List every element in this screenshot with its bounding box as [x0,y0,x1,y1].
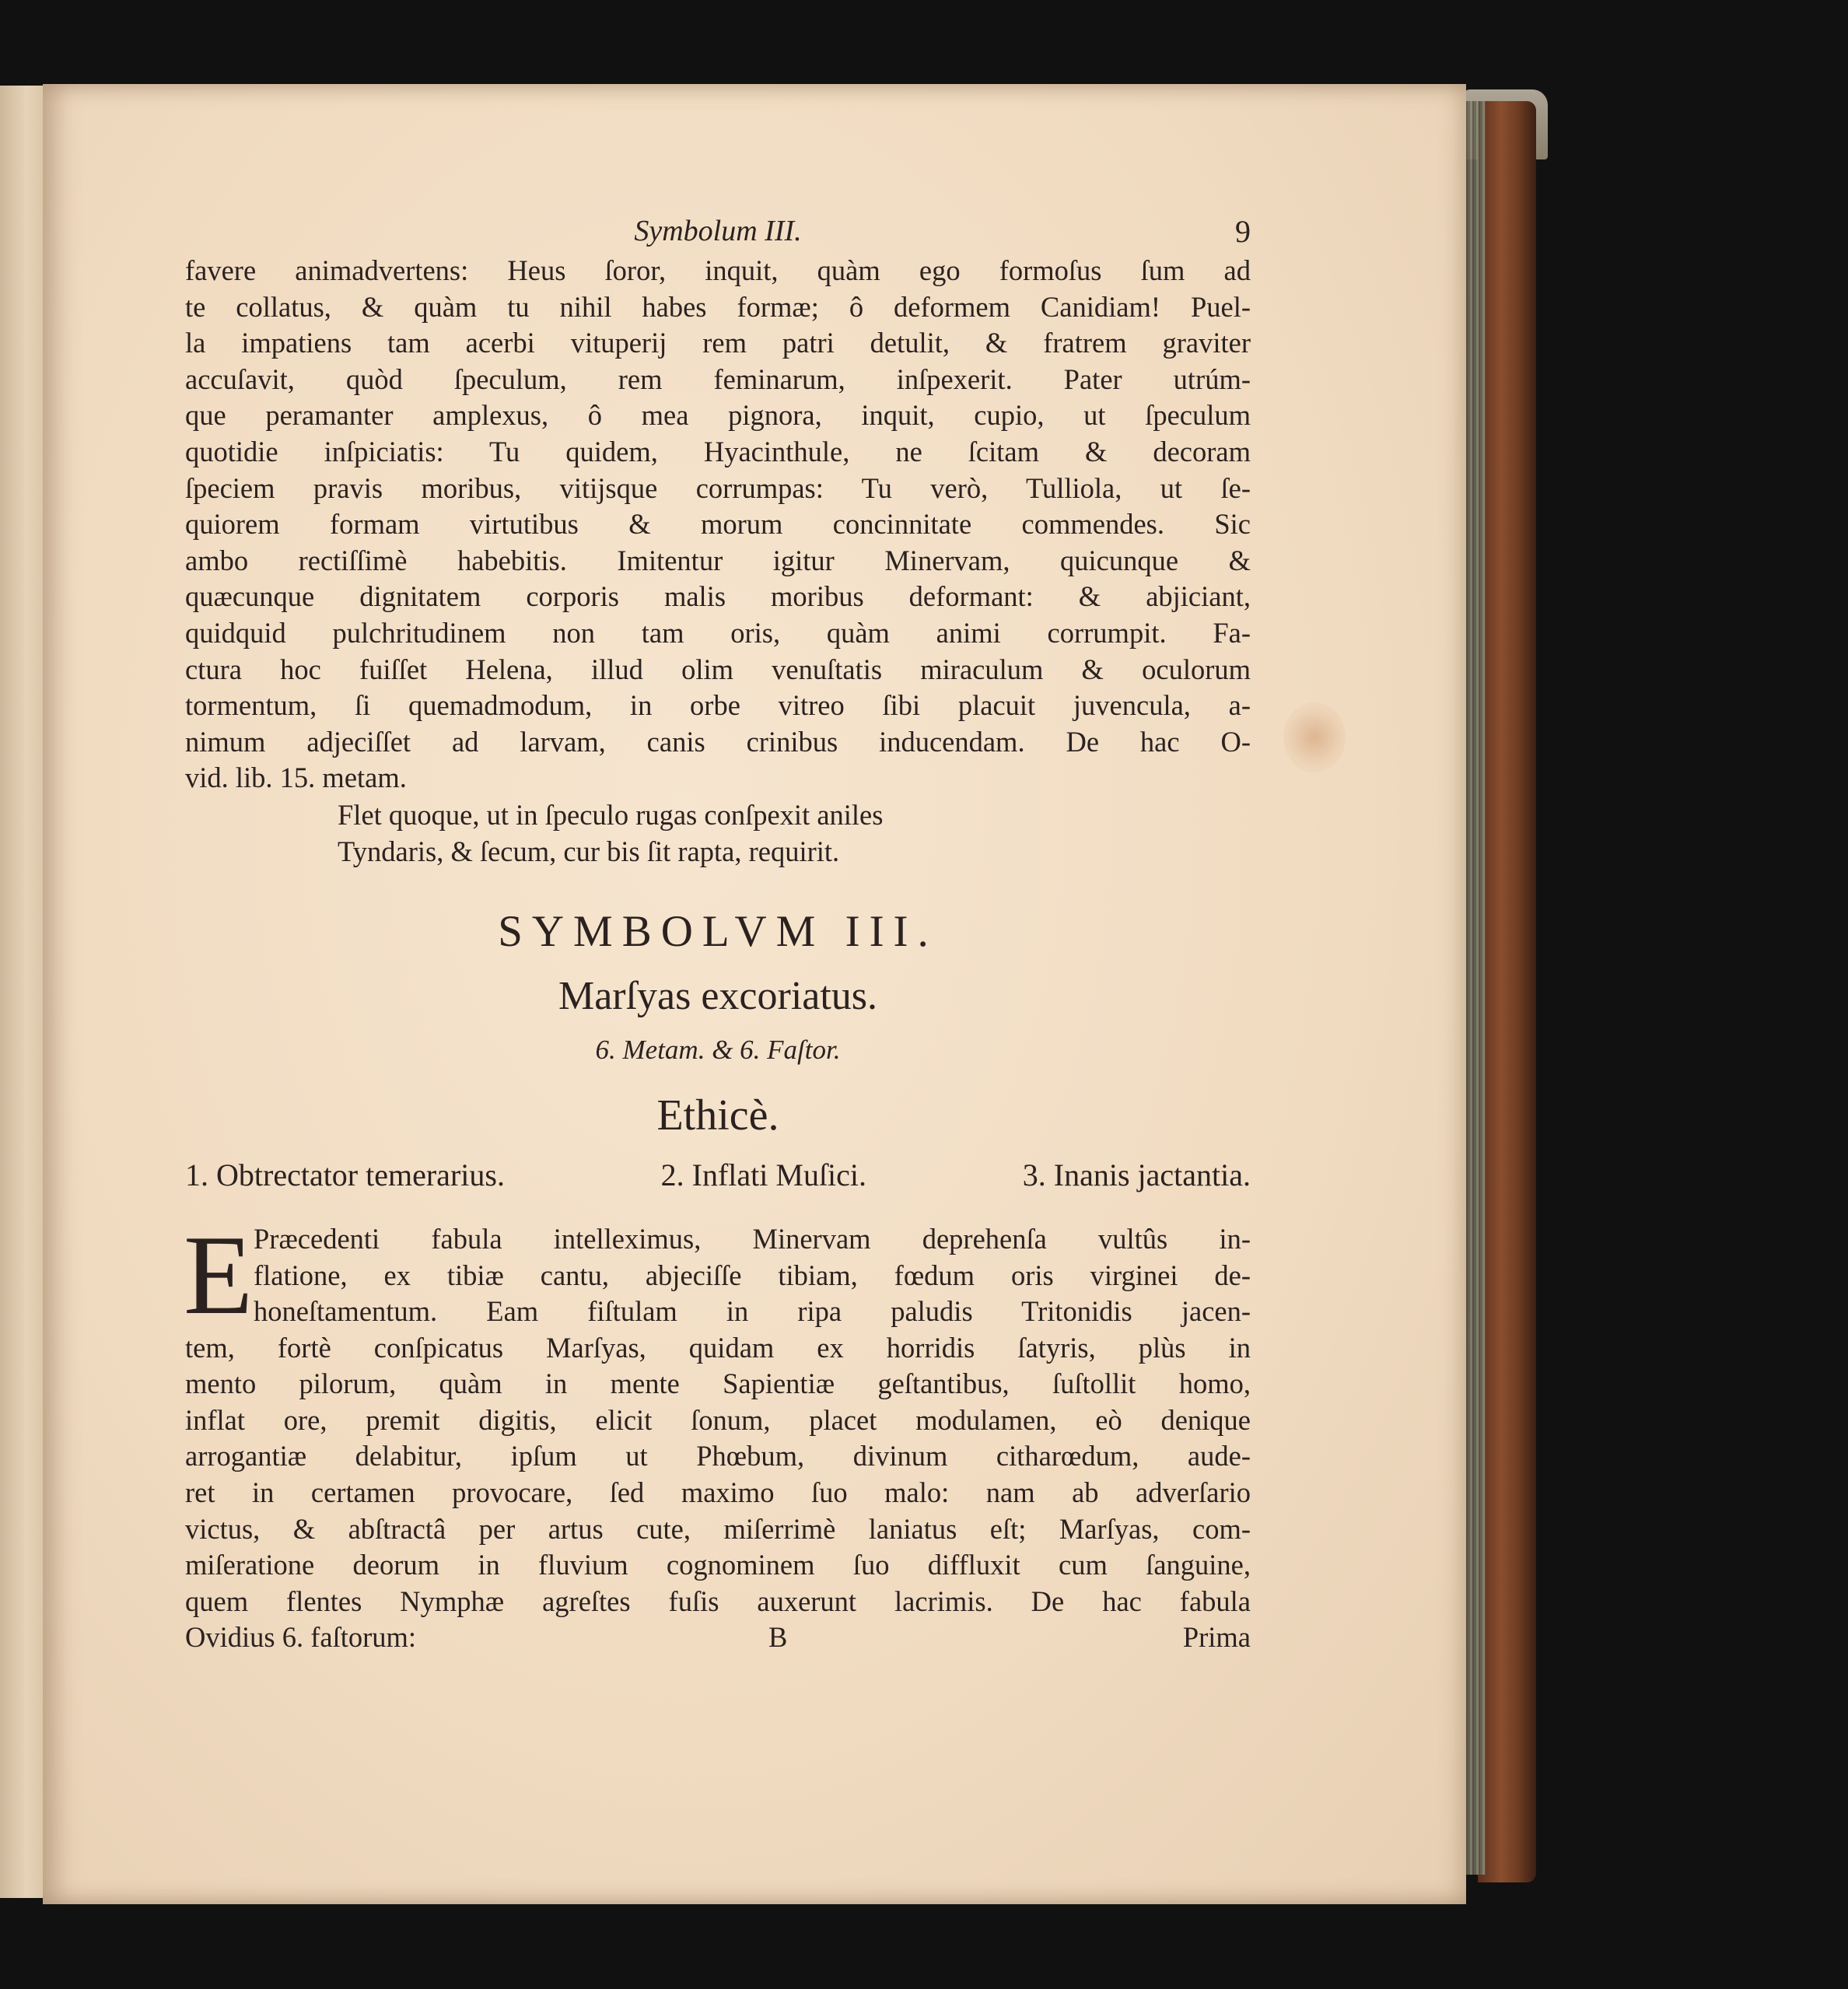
text-line: quæcunque dignitatem corporis malis moribus deformant: & abjiciant, [185,580,1251,613]
text-line: inflat ore, premit digitis, elicit ſonum, placet modulamen, eò denique [185,1403,1251,1436]
catchword: Prima [1182,1621,1251,1654]
text-line: vid. lib. 15. metam. [185,762,407,794]
text-line: mento pilorum, quàm in mente Sapientiæ geſtantibus, ſuſtollit homo, [185,1367,1251,1400]
text-line: flatione, ex tibiæ cantu, abjeciſſe tibiam, fœdum oris virginei de- [254,1259,1251,1291]
text-line: quidquid pulchritudinem non tam oris, quàm animi corrumpit. Fa- [185,616,1251,649]
text-line: tem, fortè conſpicatus Marſyas, quidam ex horridis ſatyris, plùs in [185,1331,1251,1364]
text-line: ret in certamen provocare, ſed maximo ſuo malo: nam ab adverſario [185,1476,1251,1509]
text-line: ſpeciem pravis moribus, vitijsque corrumpas: Tu verò, Tulliola, ut ſe- [185,471,1251,504]
last-text-line: Ovidius 6. faſtorum: [185,1621,417,1654]
verse-quote [185,797,1251,870]
text-line: Præcedenti fabula intelleximus, Minervam deprehenſa vultûs in- [254,1222,1251,1255]
text-line: accuſavit, quòd ſpeculum, rem feminarum, inſpexerit. Pater utrúm- [185,362,1251,395]
moral-item: 3. Inanis jactantia. [1022,1157,1251,1192]
text-line: quiorem formam virtutibus & morum concinnitate commendes. Sic [185,508,1251,541]
text-line: ambo rectiſſimè habebitis. Imitentur igitur Minervam, quicunque & [185,544,1251,576]
page-number: 9 [1235,214,1251,249]
text-line: que peramanter amplexus, ô mea pignora, inquit, cupio, ut ſpeculum [185,399,1251,432]
page-foot [185,1620,1251,1655]
paragraph-1 [185,253,1251,797]
text-line: tormentum, ſi quemadmodum, in orbe vitreo ſibi placuit juvencula, a- [185,689,1251,722]
moral-item: 2. Inflati Muſici. [660,1157,867,1192]
signature-mark: B [768,1621,788,1654]
section-heading: SYMBOLVM III. [498,906,938,956]
verse-line: Flet quoque, ut in ſpeculo rugas conſpexit aniles [338,798,884,831]
text-line: favere animadvertens: Heus ſoror, inquit, quàm ego formoſus ſum ad [185,254,1251,286]
morals-list [185,1153,1251,1198]
source-reference: 6. Metam. & 6. Faſtor. [595,1034,841,1065]
paragraph-2 [184,1211,1251,1656]
text-line: victus, & abſtractâ per artus cute, miſerrimè laniatus eſt; Marſyas, com- [185,1512,1251,1545]
text-line: honeſtamentum. Eam fiſtulam in ripa paludis Tritonidis jacen- [254,1295,1251,1328]
text-line: quotidie inſpiciatis: Tu quidem, Hyacinthule, ne ſcitam & decoram [185,435,1251,467]
section-subtitle: Marſyas excoriatus. [558,973,878,1018]
page-text [185,210,1251,1655]
leather-binding [1478,101,1536,1882]
text-line: miſeratione deorum in fluvium cognominem ſuo diffluxit cum ſanguine, [185,1549,1251,1581]
text-line: arrogantiæ delabitur, ipſum ut Phœbum, divinum citharœdum, aude- [185,1440,1251,1472]
moral-item: 1. Obtrectator temerarius. [185,1157,505,1192]
text-line: te collatus, & quàm tu nihil habes formæ; ô deformem Canidiam! Puel- [185,290,1251,323]
running-title: Symbolum III. [634,215,802,247]
text-line: la impatiens tam acerbi vituperij rem patri detulit, & fratrem graviter [185,327,1251,359]
text-line: quem flentes Nymphæ agreſtes fuſis auxerunt lacrimis. De hac fabula [185,1585,1251,1617]
ethice-heading: Ethicè. [656,1091,779,1140]
running-head [185,210,1251,253]
facing-page-edge [0,86,48,1898]
verse-line: Tyndaris, & ſecum, cur bis ſit rapta, requirit. [338,835,840,867]
text-line: nimum adjeciſſet ad larvam, canis crinibus inducendam. De hac O- [185,725,1251,758]
paper-stain [1283,702,1346,772]
drop-cap: E [184,1211,254,1338]
text-line: ctura hoc fuiſſet Helena, illud olim venuſtatis miraculum & oculorum [185,653,1251,685]
